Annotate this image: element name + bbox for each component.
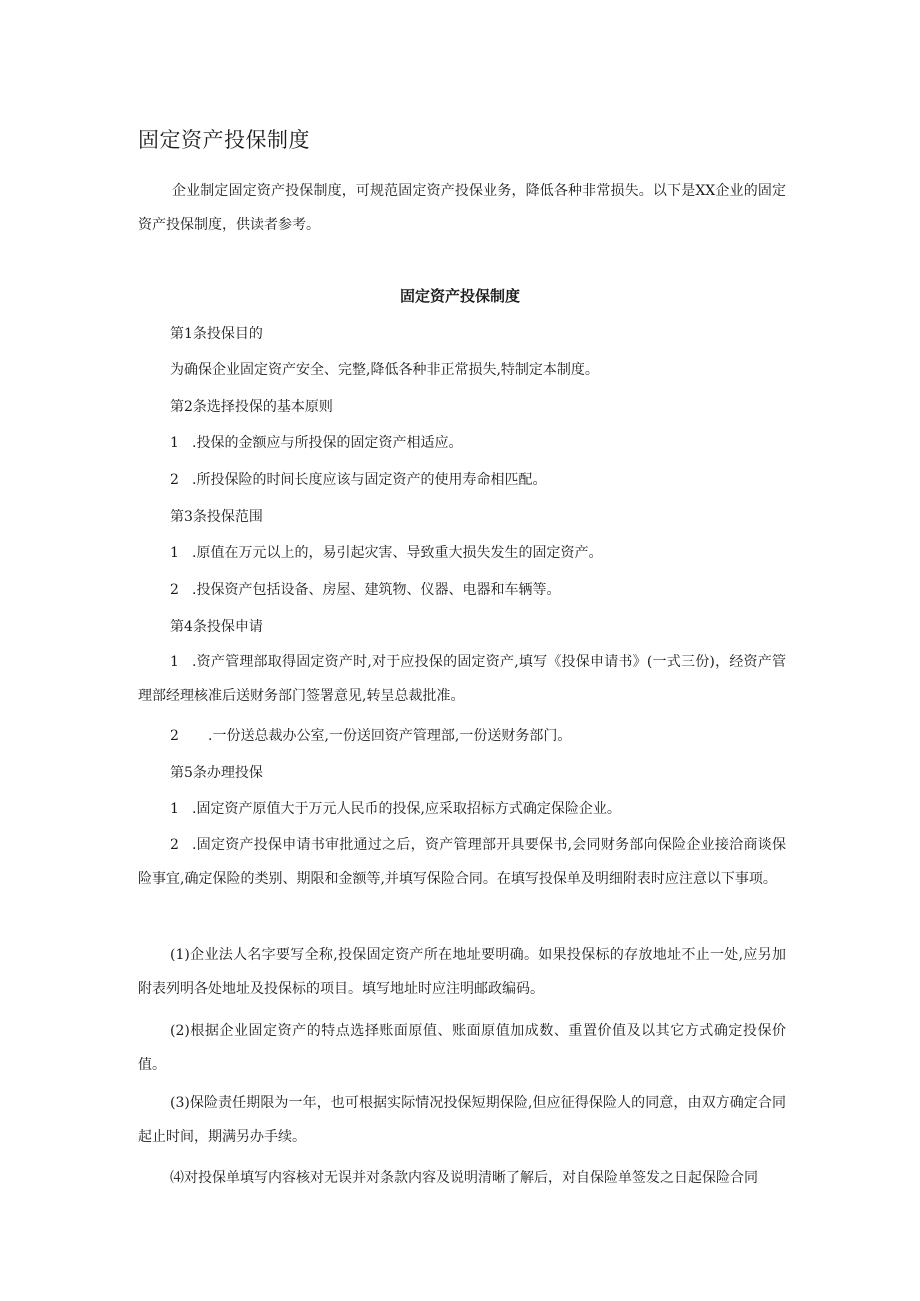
item-number: 1 xyxy=(170,654,179,670)
section-title: 固定资产投保制度 xyxy=(399,287,520,305)
article-3-item-2 xyxy=(170,576,560,604)
article-2-item-1 xyxy=(170,429,462,457)
article-5-subitem-4: ⑷对投保单填写内容核对无误并对条款内容及说明清晰了解后，对自保险单签发之日起保险合同 xyxy=(170,1170,758,1186)
item-text: .原值在万元以上的，易引起灾害、导致重大损失发生的固定资产。 xyxy=(192,545,603,561)
intro-paragraph: 企业制定固定资产投保制度，可规范固定资产投保业务，降低各种非常损失。以下是XX企业的固定资产投保制度，供读者参考。 xyxy=(138,183,786,233)
article-5-subitem-2: (2)根据企业固定资产的特点选择账面原值、账面原值加成数、重置价值及以其它方式确定投保价值。 xyxy=(138,1023,786,1073)
article-3-heading: 第3条投保范围 xyxy=(170,509,263,525)
item-number: 2 xyxy=(170,472,179,488)
item-text: .固定资产原值大于万元人民币的投保,应采取招标方式确定保险企业。 xyxy=(192,801,621,817)
item-text: .资产管理部取得固定资产时,对于应投保的固定资产,填写《投保申请书》(一式三份)，经资产管理部经理核准后送财务部门签署意见,转呈总裁批准。 xyxy=(138,654,786,704)
item-text: .所投保险的时间长度应该与固定资产的使用寿命相匹配。 xyxy=(192,472,547,488)
article-2-heading: 第2条选择投保的基本原则 xyxy=(170,399,333,415)
article-4-item-1 xyxy=(138,645,786,713)
item-text: .投保的金额应与所投保的固定资产相适应。 xyxy=(192,435,463,451)
item-number: 1 xyxy=(170,545,179,561)
item-number: 2 xyxy=(170,837,179,853)
item-number: 2 xyxy=(170,582,179,598)
item-text: .固定资产投保申请书审批通过之后，资产管理部开具要保书,会同财务部向保险企业接洽商谈保险事宜,确定保险的类别、期限和金额等,并填写保险合同。在填写投保单及明细附表时应注意以下事项。 xyxy=(138,837,786,887)
article-5-heading: 第5条办理投保 xyxy=(170,765,263,781)
article-4-item-2 xyxy=(170,722,571,750)
item-number: 1 xyxy=(170,435,179,451)
document-title: 固定资产投保制度 xyxy=(138,128,310,152)
item-text: .一份送总裁办公室,一份送回资产管理部,一份送财务部门。 xyxy=(208,728,572,744)
item-number: 1 xyxy=(170,801,179,817)
article-5-item-1 xyxy=(170,795,621,823)
article-4-heading: 第4条投保申请 xyxy=(170,619,263,635)
article-5-subitem-3: (3)保险责任期限为一年，也可根据实际情况投保短期保险,但应征得保险人的同意，由双方确定合同起止时间，期满另办手续。 xyxy=(138,1095,786,1145)
item-number: 2 xyxy=(170,728,179,744)
article-1-heading: 第1条投保目的 xyxy=(170,326,263,342)
article-1-body: 为确保企业固定资产安全、完整,降低各种非正常损失,特制定本制度。 xyxy=(170,362,599,378)
article-5-subitem-1: (1)企业法人名字要写全称,投保固定资产所在地址要明确。如果投保标的存放地址不止一处,应另加附表列明各处地址及投保标的项目。填写地址时应注明邮政编码。 xyxy=(138,947,786,997)
article-2-item-2 xyxy=(170,466,546,494)
item-text: .投保资产包括设备、房屋、建筑物、仪器、电器和车辆等。 xyxy=(192,582,561,598)
article-5-item-2 xyxy=(138,828,786,896)
article-3-item-1 xyxy=(170,539,602,567)
